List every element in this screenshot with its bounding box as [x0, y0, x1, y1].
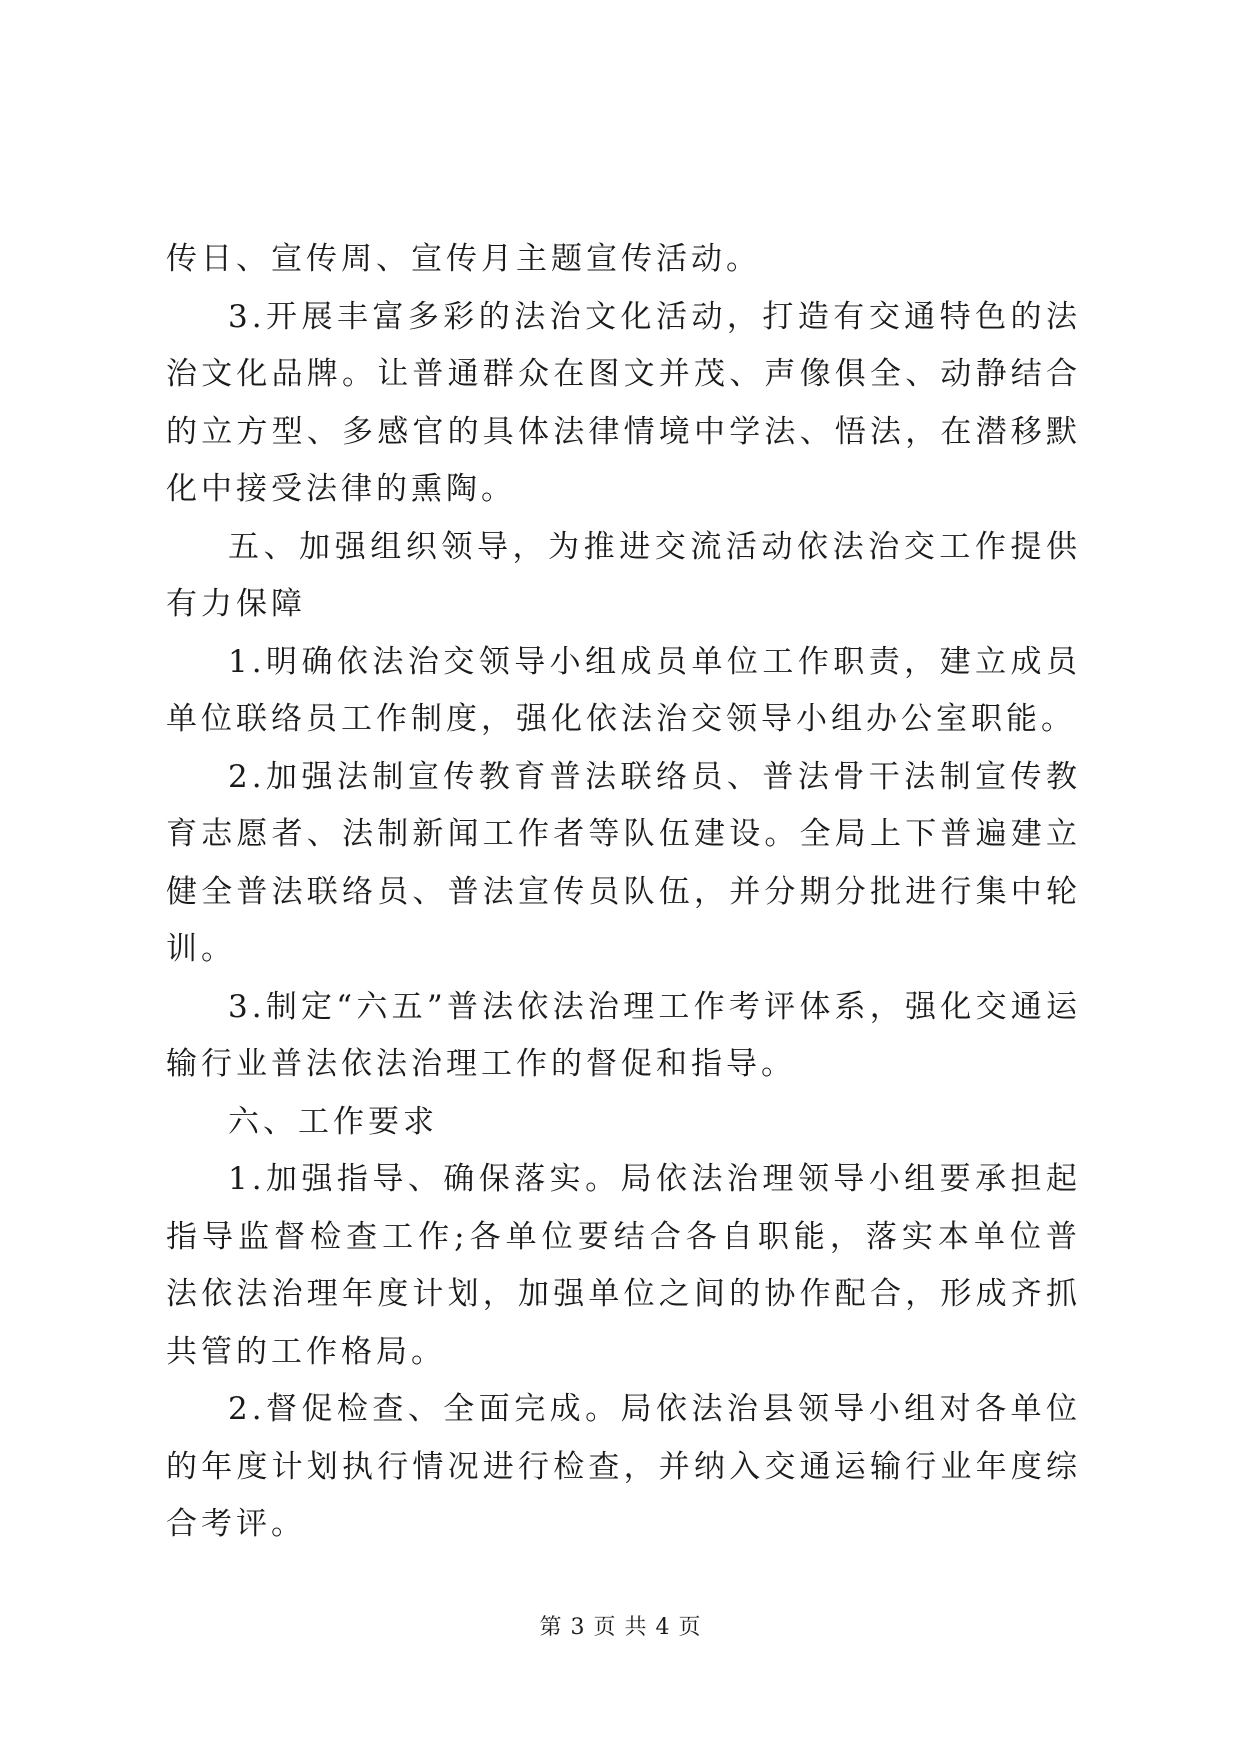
- paragraph: 2.加强法制宣传教育普法联络员、普法骨干法制宣传教育志愿者、法制新闻工作者等队伍建设。全局上下普遍建立健全普法联络员、普法宣传员队伍，并分期分批进行集中轮训。: [166, 758, 1081, 967]
- section-heading: 六、工作要求: [228, 1103, 438, 1140]
- paragraph: 1.加强指导、确保落实。局依法治理领导小组要承担起指导监督检查工作;各单位要结合各自职能，落实本单位普法依法治理年度计划，加强单位之间的协作配合，形成齐抓共管的工作格局。: [166, 1161, 1081, 1370]
- paragraph: 2.督促检查、全面完成。局依法治县领导小组对各单位的年度计划执行情况进行检查，并纳入交通运输行业年度综合考评。: [166, 1391, 1081, 1542]
- paragraph: 3.开展丰富多彩的法治文化活动，打造有交通特色的法治文化品牌。让普通群众在图文并茂、声像俱全、动静结合的立方型、多感官的具体法律情境中学法、悟法，在潜移默化中接受法律的熏陶。: [166, 298, 1081, 507]
- paragraph: 3.制定“六五”普法依法治理工作考评体系，强化交通运输行业普法依法治理工作的督促和指导。: [166, 988, 1081, 1082]
- page-number-footer: 第 3 页 共 4 页: [539, 1615, 702, 1640]
- paragraph: 传日、宣传周、宣传月主题宣传活动。: [166, 241, 761, 277]
- paragraph: 1.明确依法治交领导小组成员单位工作职责，建立成员单位联络员工作制度，强化依法治交领导小组办公室职能。: [166, 643, 1081, 737]
- document-body: [166, 231, 1081, 1554]
- section-heading: 五、加强组织领导，为推进交流活动依法治交工作提供有力保障: [166, 528, 1081, 622]
